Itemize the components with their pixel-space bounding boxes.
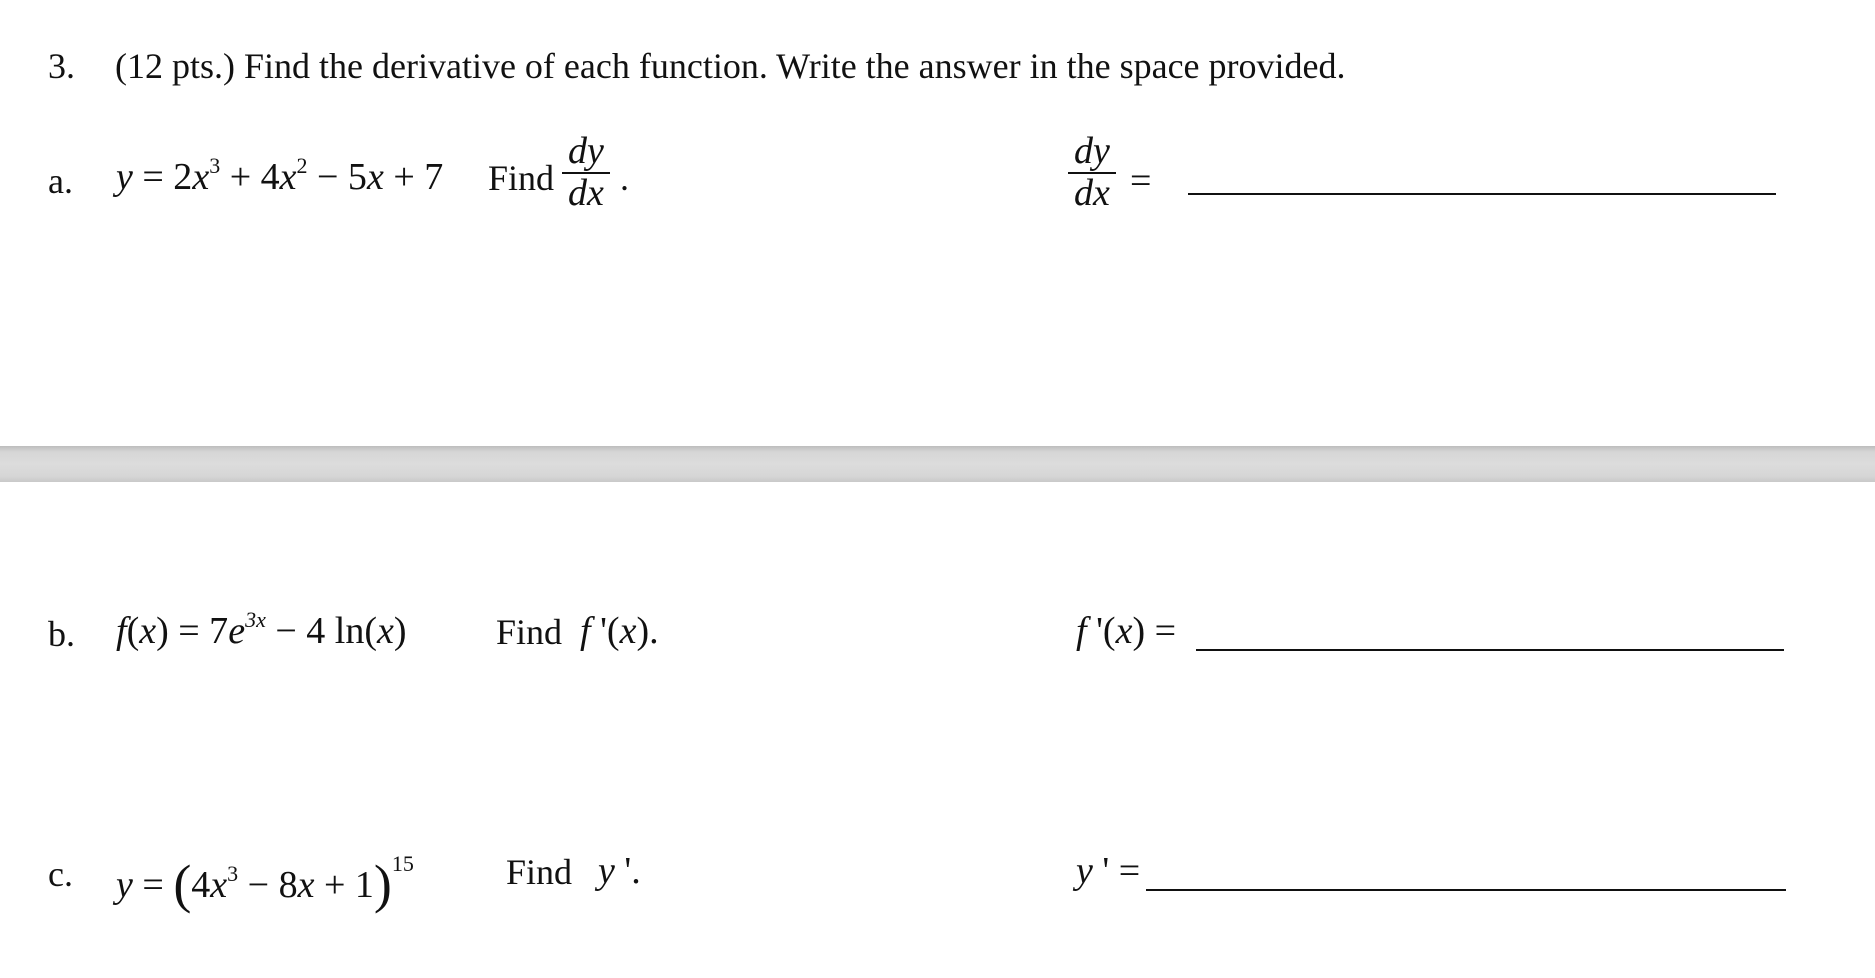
part-a-answer-line[interactable] — [1188, 193, 1776, 195]
var-f: f — [116, 610, 127, 652]
exponent-3: 3 — [227, 861, 239, 886]
var-y: y — [116, 156, 133, 198]
page-break — [0, 446, 1875, 482]
fraction — [562, 132, 610, 214]
coef-4: 4 — [191, 864, 211, 906]
prime-open: '( — [1086, 610, 1116, 652]
var-x: x — [192, 156, 210, 198]
minus-8: − 8 — [238, 864, 298, 906]
part-a-find: Find — [488, 158, 555, 198]
part-c-target — [598, 852, 641, 890]
open-paren: ( — [126, 610, 140, 652]
part-a-period: . — [620, 158, 629, 198]
close-period: ). — [636, 610, 659, 652]
part-b-find: Find — [496, 612, 563, 652]
part-b-target — [580, 612, 659, 650]
var-f: f — [1076, 610, 1087, 652]
close-paren: ) — [393, 610, 407, 652]
problem-instructions: (12 pts.) Find the derivative of each function. Write the answer in the space provided. — [115, 46, 1346, 86]
part-b-label: b. — [48, 614, 75, 654]
close-equals: ) = — [1132, 610, 1177, 652]
problem-header — [48, 48, 1346, 84]
part-a-answer-equals: = — [1130, 160, 1152, 202]
numerator: dy — [568, 130, 604, 172]
var-f: f — [580, 610, 591, 652]
close-paren: ) — [373, 854, 392, 914]
var-y: y — [1076, 850, 1093, 892]
part-c-find: Find — [506, 852, 573, 892]
exponent-15: 15 — [391, 851, 414, 876]
var-e: e — [228, 610, 246, 652]
open-paren: ( — [173, 854, 192, 914]
var-x: x — [297, 864, 315, 906]
numerator: dy — [1074, 130, 1110, 172]
prime-period: '. — [614, 850, 641, 892]
equals: = — [132, 864, 174, 906]
part-b-answer-prefix — [1076, 612, 1176, 650]
var-x: x — [619, 610, 637, 652]
part-a-label: a. — [48, 161, 73, 201]
exponent-3x: 3x — [245, 607, 266, 632]
problem-number: 3. — [48, 46, 75, 86]
var-y: y — [598, 850, 615, 892]
part-a-function — [116, 153, 444, 198]
prime-equals: ' = — [1092, 850, 1141, 892]
exponent-2: 2 — [296, 153, 308, 178]
minus-5: − 5 — [307, 156, 367, 198]
part-c-function — [116, 851, 414, 914]
var-x: x — [376, 610, 394, 652]
part-c-label: c. — [48, 854, 73, 894]
part-b-function — [116, 607, 407, 652]
part-a-answer-fraction — [1068, 132, 1116, 214]
close-eq-7: ) = 7 — [156, 610, 229, 652]
var-y: y — [116, 864, 133, 906]
plus-4: + 4 — [220, 156, 280, 198]
var-x: x — [279, 156, 297, 198]
part-c-answer-line[interactable] — [1146, 889, 1786, 891]
plus-7: + 7 — [383, 156, 444, 198]
denominator: dx — [568, 171, 604, 214]
part-b-answer-line[interactable] — [1196, 649, 1784, 651]
minus-4-ln: − 4 ln( — [265, 610, 377, 652]
denominator: dx — [1074, 171, 1110, 214]
exponent-3: 3 — [209, 153, 221, 178]
prime-open: '( — [590, 610, 620, 652]
part-a-derivative-fraction — [562, 132, 610, 214]
part-c-answer-prefix — [1076, 852, 1140, 890]
var-x: x — [210, 864, 228, 906]
var-x: x — [366, 156, 384, 198]
var-x: x — [1115, 610, 1133, 652]
page-upper — [0, 0, 1875, 446]
eq-2: = 2 — [132, 156, 193, 198]
plus-1: + 1 — [314, 864, 374, 906]
var-x: x — [139, 610, 157, 652]
page-lower — [0, 482, 1875, 978]
fraction — [1068, 132, 1116, 214]
